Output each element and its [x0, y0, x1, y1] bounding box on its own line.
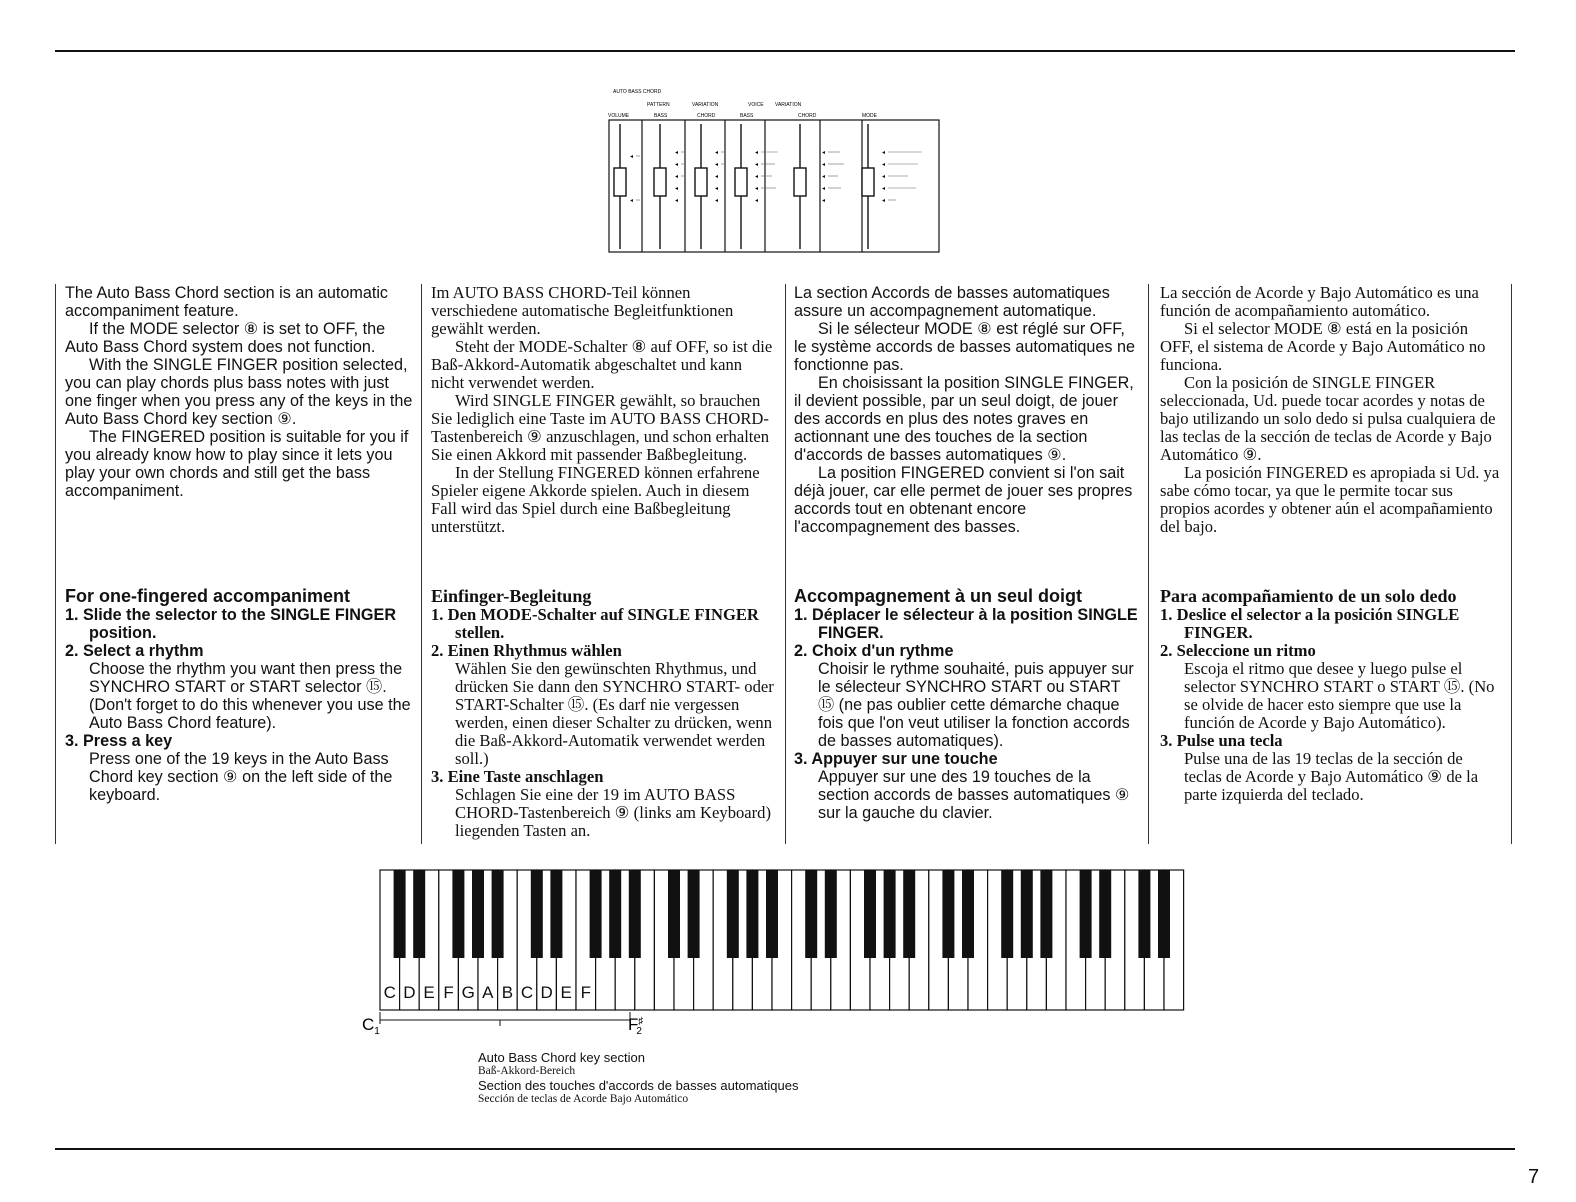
step-title: 1. Slide the selector to the SINGLE FINGER position.: [65, 606, 397, 642]
intro-paragraph: Con la posición de SINGLE FINGER seleccionada, Ud. puede tocar acordes y notas de bajo utilizando un solo dedo si pulsa cualquiera de las teclas de la sección de teclas de Acorde y Bajo Automático ⑨.: [1160, 373, 1496, 464]
instructions-french: [794, 586, 1140, 822]
svg-text:◂: ◂: [882, 198, 886, 204]
key-note-label: F: [580, 983, 591, 1002]
column-german: [431, 284, 778, 844]
svg-text:◂: ◂: [715, 198, 719, 204]
step-item: [794, 642, 1140, 750]
column-spanish: [1160, 284, 1504, 844]
intro-german: [431, 284, 778, 536]
keyboard-diagram: [340, 860, 1200, 1040]
step-title: 1. Déplacer le sélecteur à la position SINGLE FINGER.: [794, 606, 1138, 642]
column-french: [794, 284, 1140, 844]
intro-spanish: [1160, 284, 1504, 536]
black-key: [590, 870, 602, 958]
black-key: [550, 870, 562, 958]
svg-text:◂: ◂: [822, 150, 826, 156]
black-key: [746, 870, 758, 958]
black-key: [1001, 870, 1013, 958]
key-note-label: E: [423, 983, 435, 1002]
step-text: Pulse una de las 19 teclas de la sección de teclas de Acorde y Bajo Automático ⑨ de la parte izquierda del teclado.: [1184, 749, 1479, 804]
svg-text:◂: ◂: [882, 174, 886, 180]
section-heading: Para acompañamiento de un solo dedo: [1160, 586, 1457, 606]
svg-text:◂: ◂: [822, 162, 826, 168]
intro-french: [794, 284, 1140, 536]
intro-paragraph: In der Stellung FINGERED können erfahrene Spieler eigene Akkorde spielen. Auch in diesem Fall wird das Spiel durch eine Baßbegleitung unterstützt.: [431, 463, 760, 536]
step-item: [1160, 732, 1504, 804]
svg-text:◂: ◂: [675, 186, 679, 192]
step-title: 3. Pulse una tecla: [1160, 731, 1283, 750]
intro-paragraph: La posición FINGERED es apropiada si Ud. ya sabe cómo tocar, ya que le permite tocar sus propios acordes y obtener aún el acompañamiento del bajo.: [1160, 463, 1500, 536]
svg-text:◂: ◂: [715, 162, 719, 168]
step-item: [794, 606, 1140, 642]
black-key: [962, 870, 974, 958]
svg-text:◂: ◂: [755, 186, 759, 192]
step-title: 2. Einen Rhythmus wählen: [431, 641, 622, 660]
step-title: 1. Den MODE-Schalter auf SINGLE FINGER stellen.: [431, 605, 759, 642]
key-note-label: G: [461, 983, 475, 1002]
instructions-english: [65, 586, 413, 804]
step-title: 2. Select a rhythm: [65, 642, 204, 660]
range-start-label: $C_1$: [362, 1015, 380, 1037]
black-key: [452, 870, 464, 958]
black-key: [629, 870, 641, 958]
intro-paragraph: Wird SINGLE FINGER gewählt, so brauchen Sie lediglich eine Taste im AUTO BASS CHORD-Tastenbereich ⑨ anzuschlagen, und schon erhalten Sie einen Akkord mit passender Baßbegleitung.: [431, 391, 770, 464]
instructions-german: [431, 586, 778, 840]
black-key: [864, 870, 876, 958]
page-number: 7: [1528, 1166, 1540, 1188]
black-key: [1040, 870, 1052, 958]
step-text: Choisir le rythme souhaité, puis appuyer sur le sélecteur SYNCHRO START ou START ⑮ (ne pas oublier cette démarche chaque fois que l'on veut utiliser la fonction accords de basses automatiques).: [818, 660, 1134, 750]
svg-text:◂: ◂: [630, 198, 634, 204]
intro-paragraph: La section Accords de basses automatiques assure un accompagnement automatique.: [794, 284, 1110, 320]
black-key: [413, 870, 425, 958]
column-divider-3: [785, 284, 786, 844]
caption-french: Section des touches d'accords de basses automatiques: [478, 1078, 799, 1093]
svg-text:◂: ◂: [882, 186, 886, 192]
panel-label-variation: VARIATION: [692, 102, 719, 108]
black-key: [1099, 870, 1111, 958]
key-note-label: C: [520, 983, 534, 1002]
svg-text:◂: ◂: [715, 186, 719, 192]
key-note-label: E: [560, 983, 572, 1002]
svg-text:◂: ◂: [755, 162, 759, 168]
svg-text:◂: ◂: [822, 198, 826, 204]
black-key: [903, 870, 915, 958]
step-item: [794, 750, 1140, 822]
panel-label-volume: VOLUME: [608, 113, 630, 119]
key-note-label: A: [482, 983, 494, 1002]
panel-label-bass-2: BASS: [740, 113, 754, 119]
svg-text:◂: ◂: [822, 174, 826, 180]
column-divider-5: [1511, 284, 1512, 844]
step-text: Schlagen Sie eine der 19 im AUTO BASS CHORD-Tastenbereich ⑨ (links am Keyboard) liegenden Tasten an.: [455, 785, 772, 840]
svg-text:◂: ◂: [675, 174, 679, 180]
black-key: [727, 870, 739, 958]
key-note-label: D: [540, 983, 553, 1002]
svg-text:◂: ◂: [882, 150, 886, 156]
step-title: 3. Appuyer sur une touche: [794, 750, 998, 768]
caption-spanish: Sección de teclas de Acorde Bajo Automático: [478, 1093, 689, 1105]
panel-label-bass: BASS: [654, 113, 668, 119]
key-note-label: D: [403, 983, 416, 1002]
keyboard-captions: [478, 1050, 798, 1106]
instructions-spanish: [1160, 586, 1504, 804]
caption-german: Baß-Akkord-Bereich: [478, 1065, 576, 1077]
step-item: [431, 606, 778, 642]
column-divider-4: [1148, 284, 1149, 844]
black-key: [668, 870, 680, 958]
black-key: [609, 870, 621, 958]
black-key: [825, 870, 837, 958]
black-key: [1158, 870, 1170, 958]
range-end-label: F♯ 2: [628, 1015, 644, 1037]
black-key: [688, 870, 700, 958]
svg-text:◂: ◂: [675, 162, 679, 168]
key-note-label: C: [383, 983, 396, 1002]
black-key: [942, 870, 954, 958]
intro-paragraph: With the SINGLE FINGER position selected, you can play chords plus bass notes with just one finger when you press any of the keys in the Auto Bass Chord key section ⑨.: [65, 356, 413, 428]
step-text: Wählen Sie den gewünschten Rhythmus, und drücken Sie dann den SYNCHRO START- oder START-Schalter ⑮. (Es darf nie vergessen werden, einen dieser Schalter zu drücken, wenn die Baß-Akkord-Automatik verwendet werden soll.): [455, 659, 774, 768]
black-key: [884, 870, 896, 958]
intro-english: [65, 284, 413, 500]
step-text: Press one of the 19 keys in the Auto Bass Chord key section ⑨ on the left side of the keyboard.: [89, 750, 393, 804]
step-title: 3. Press a key: [65, 732, 173, 750]
step-title: 2. Choix d'un rythme: [794, 642, 954, 660]
panel-header-top: AUTO BASS CHORD: [613, 89, 662, 95]
section-heading: For one-fingered accompaniment: [65, 586, 351, 606]
panel-label-variation-2: VARIATION: [775, 102, 802, 108]
intro-paragraph: The Auto Bass Chord section is an automatic accompaniment feature.: [65, 284, 389, 320]
svg-text:◂: ◂: [715, 174, 719, 180]
svg-text:◂: ◂: [822, 186, 826, 192]
intro-paragraph: Si le sélecteur MODE ⑧ est réglé sur OFF, le système accords de basses automatiques ne fonctionne pas.: [794, 320, 1136, 374]
panel-label-chord-2: CHORD: [798, 113, 817, 119]
abc-panel-diagram: [600, 84, 950, 256]
black-key: [531, 870, 543, 958]
step-text: Choose the rhythm you want then press the SYNCHRO START or START selector ⑮. (Don't forget to do this whenever you use the Auto Bass Chord feature).: [89, 660, 411, 732]
intro-paragraph: En choisissant la position SINGLE FINGER, il devient possible, par un seul doigt, de jouer des accords en plus des notes graves en actionnant une des touches de la section d'accords de basses automatiques ⑨.: [794, 374, 1134, 464]
panel-label-mode: MODE: [862, 113, 877, 119]
svg-text:◂: ◂: [675, 150, 679, 156]
step-text: Appuyer sur une des 19 touches de la section accords de basses automatiques ⑨ sur la gauche du clavier.: [818, 768, 1130, 822]
step-item: [65, 642, 413, 732]
step-item: [1160, 606, 1504, 642]
column-divider-2: [421, 284, 422, 844]
svg-text:◂: ◂: [882, 162, 886, 168]
black-key: [472, 870, 484, 958]
column-divider-1: [55, 284, 56, 844]
intro-paragraph: Im AUTO BASS CHORD-Teil können verschiedene automatische Begleitfunktionen gewählt werden.: [431, 283, 734, 338]
bottom-rule: [55, 1148, 1515, 1150]
black-key: [492, 870, 504, 958]
top-rule: [55, 50, 1515, 52]
intro-paragraph: The FINGERED position is suitable for you if you already know how to play since it lets you play your own chords and still get the bass accompaniment.: [65, 428, 409, 500]
step-text: Escoja el ritmo que desee y luego pulse el selector SYNCHRO START o START ⑮. (No se olvide de hacer esto siempre que use la función de Acorde y Bajo Automático).: [1184, 659, 1495, 732]
step-item: [65, 732, 413, 804]
key-note-label: B: [501, 983, 514, 1002]
step-title: 3. Eine Taste anschlagen: [431, 767, 604, 786]
svg-text:◂: ◂: [630, 154, 634, 160]
step-item: [65, 606, 413, 642]
black-key: [805, 870, 817, 958]
step-item: [1160, 642, 1504, 732]
intro-paragraph: If the MODE selector ⑧ is set to OFF, the Auto Bass Chord system does not function.: [65, 320, 386, 356]
black-key: [1021, 870, 1033, 958]
panel-label-pattern: PATTERN: [647, 102, 670, 108]
intro-paragraph: Si el selector MODE ⑧ está en la posición OFF, el sistema de Acorde y Bajo Automático no funciona.: [1160, 319, 1486, 374]
svg-text:◂: ◂: [715, 150, 719, 156]
intro-paragraph: La position FINGERED convient si l'on sait déjà jouer, car elle permet de jouer ses propres accords tout en obtenant encore l'accompagnement des basses.: [794, 464, 1133, 536]
intro-paragraph: La sección de Acorde y Bajo Automático es una función de acompañamiento automático.: [1160, 283, 1479, 320]
panel-label-voice: VOICE: [748, 102, 764, 108]
panel-label-chord: CHORD: [697, 113, 716, 119]
section-heading: Accompagnement à un seul doigt: [794, 586, 1083, 606]
svg-text:◂: ◂: [755, 174, 759, 180]
step-title: 2. Seleccione un ritmo: [1160, 641, 1316, 660]
column-english: [65, 284, 413, 844]
key-note-label: F: [443, 983, 454, 1002]
svg-text:◂: ◂: [755, 198, 759, 204]
black-key: [1080, 870, 1092, 958]
section-heading: Einfinger-Begleitung: [431, 586, 592, 606]
svg-text:◂: ◂: [675, 198, 679, 204]
step-item: [431, 642, 778, 768]
black-key: [394, 870, 406, 958]
black-key: [1138, 870, 1150, 958]
svg-text:◂: ◂: [755, 150, 759, 156]
black-key: [766, 870, 778, 958]
caption-english: Auto Bass Chord key section: [478, 1050, 645, 1065]
step-item: [431, 768, 778, 840]
intro-paragraph: Steht der MODE-Schalter ⑧ auf OFF, so ist die Baß-Akkord-Automatik abgeschaltet und kann nicht verwendet werden.: [431, 337, 773, 392]
step-title: 1. Deslice el selector a la posición SINGLE FINGER.: [1160, 605, 1460, 642]
